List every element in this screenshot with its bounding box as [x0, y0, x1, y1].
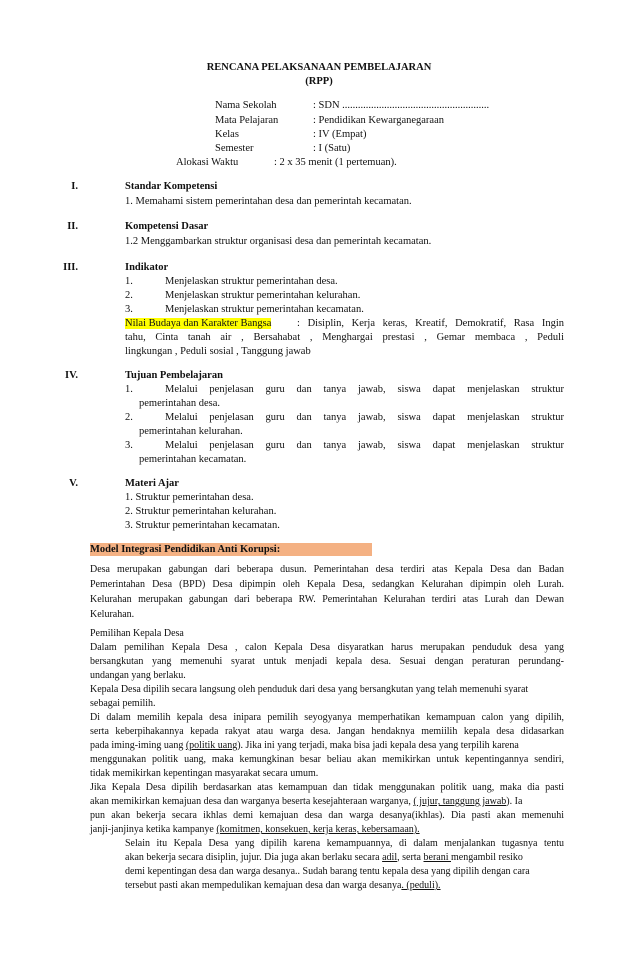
- list-number: 1.: [125, 384, 133, 395]
- underlined-text: adil: [382, 852, 398, 863]
- list-item: 2. Struktur pemerintahan kelurahan.: [125, 506, 277, 517]
- paragraph-line: demi kepentingan desa dan warga desanya.. Sudah barang tentu kepala desa yang dipilih dengan cara: [125, 866, 530, 877]
- list-item-cont: pemerintahan kecamatan.: [139, 454, 247, 465]
- text-span: akan bekerja secara disiplin, jujur. Dia juga akan berlaku secara: [125, 852, 383, 863]
- text-span: pada iming-iming uang: [90, 740, 186, 751]
- section-number: I.: [71, 181, 78, 192]
- paragraph-line: serta keberpihakannya kepada rakyat atau warga desa. Jangan hendaknya memiilih kepala desa didasarkan: [90, 726, 564, 737]
- paragraph-line: Kelurahan merupakan gabungan dari beberapa RW. Pemerintahan Kelurahan terdiri atas Lurah dan Dewan: [90, 594, 564, 605]
- paragraph-line: [125, 852, 564, 863]
- section-heading: Standar Kompetensi: [125, 181, 218, 192]
- text-span: tersebut pasti akan mempedulikan kemajuan desa dan warga desanya: [125, 880, 402, 891]
- paragraph-line: [90, 824, 564, 835]
- info-label-subject: Mata Pelajaran: [215, 115, 279, 126]
- section-number: III.: [63, 262, 78, 273]
- info-value-school: : SDN ........................................................: [313, 100, 490, 111]
- list-item: Melalui penjelasan guru dan tanya jawab, siswa dapat menjelaskan struktur: [165, 412, 564, 423]
- list-item: Menjelaskan struktur pemerintahan kelurahan.: [165, 290, 361, 301]
- section-number: IV.: [65, 370, 78, 381]
- underlined-text: ( jujur, tanggung jawab: [413, 796, 507, 807]
- info-value-subject: : Pendidikan Kewarganegaraan: [313, 115, 445, 126]
- nilai-budaya-label: Nilai Budaya dan Karakter Bangsa: [125, 318, 272, 329]
- list-number: 3.: [125, 440, 133, 451]
- text-span: mengambil resiko: [451, 852, 523, 863]
- list-item: Melalui penjelasan guru dan tanya jawab, siswa dapat menjelaskan struktur: [165, 384, 564, 395]
- paragraph-line: [90, 740, 564, 751]
- nilai-budaya-text: tahu, Cinta tanah air , Bersahabat , Menghargai prestasi , Gemar membaca , Peduli: [125, 332, 564, 343]
- section-number: V.: [69, 478, 78, 489]
- info-label-time: Alokasi Waktu: [176, 157, 239, 168]
- section-heading: Tujuan Pembelajaran: [125, 370, 223, 381]
- list-item: 1. Memahami sistem pemerintahan desa dan pemerintah kecamatan.: [125, 196, 412, 207]
- paragraph-line: undangan yang berlaku.: [90, 670, 186, 681]
- list-item-cont: pemerintahan kelurahan.: [139, 426, 243, 437]
- list-item: Menjelaskan struktur pemerintahan desa.: [165, 276, 338, 287]
- info-label-semester: Semester: [215, 143, 254, 154]
- list-number: 1.: [125, 276, 133, 287]
- nilai-budaya-text: lingkungan , Peduli sosial , Tanggung jawab: [125, 346, 311, 357]
- info-value-semester: : I (Satu): [313, 143, 351, 154]
- paragraph-line: Dalam pemilihan Kepala Desa , calon Kepala Desa disyaratkan harus merupakan penduduk desa yang: [90, 642, 564, 653]
- paragraph-line: bersangkutan yang memenuhi syarat untuk menjadi kepala desa. Sesuai dengan peraturan perundang-: [90, 656, 564, 667]
- text-span: ). Jika ini yang terjadi, maka bisa jadi kepala desa yang terpilih karena: [237, 740, 519, 751]
- paragraph-line: Kelurahan.: [90, 609, 135, 620]
- list-item: 1.2 Menggambarkan struktur organisasi desa dan pemerintah kecamatan.: [125, 236, 432, 247]
- section-heading: Indikator: [125, 262, 169, 273]
- section-heading: Materi Ajar: [125, 478, 179, 489]
- paragraph-line: Kepala Desa dipilih secara langsung oleh penduduk dari desa yang bersangkutan yang telah memenuhi syarat: [90, 684, 529, 695]
- paragraph-line: Pemerintahan Desa (BPD) Desa dipimpin oleh Kepala Desa, sedangkan Kelurahan dipimpin oleh Lurah.: [90, 579, 564, 590]
- info-value-time: : 2 x 35 menit (1 pertemuan).: [274, 157, 397, 168]
- paragraph-line: tidak memikirkan kepentingan masyarakat secara umum.: [90, 768, 319, 779]
- paragraph-line: pun akan bekerja secara ikhlas demi kemajuan desa dan warga desanya(ikhlas). Dia pasti akan memenuhi: [90, 810, 564, 821]
- underlined-text: (komitmen, konsekuen, kerja keras, kebersamaan).: [216, 824, 420, 835]
- list-item: 3. Struktur pemerintahan kecamatan.: [125, 520, 280, 531]
- section-number: II.: [67, 221, 78, 232]
- paragraph-line: Desa merupakan gabungan dari beberapa dusun. Pemerintahan desa terdiri atas Kepala Desa dan Badan: [90, 564, 564, 575]
- doc-title-abbrev: (RPP): [305, 76, 333, 87]
- list-item: 1. Struktur pemerintahan desa.: [125, 492, 254, 503]
- model-heading: Model Integrasi Pendidikan Anti Korupsi:: [90, 543, 372, 556]
- subheading: Pemilihan Kepala Desa: [90, 628, 184, 639]
- list-number: 2.: [125, 290, 133, 301]
- paragraph-line: sebagai pemilih.: [90, 698, 156, 709]
- text-span: ). Ia: [506, 796, 523, 807]
- underlined-text: . (peduli).: [401, 880, 441, 891]
- info-label-class: Kelas: [215, 129, 239, 140]
- underlined-text: (politik uang: [185, 740, 238, 751]
- doc-title: RENCANA PELAKSANAAN PEMBELAJARAN: [206, 62, 432, 73]
- paragraph-line: menggunakan politik uang, maka kemungkinan besar beliau akan memikirkan untuk kepentingannya sendiri,: [90, 754, 564, 765]
- list-number: 3.: [125, 304, 133, 315]
- list-number: 2.: [125, 412, 133, 423]
- nilai-budaya-text: : Disiplin, Kerja keras, Kreatif, Demokratif, Rasa Ingin: [297, 318, 564, 329]
- text-span: janji-janjinya ketika kampanye: [90, 824, 217, 835]
- list-item: Melalui penjelasan guru dan tanya jawab, siswa dapat menjelaskan struktur: [165, 440, 564, 451]
- info-value-class: : IV (Empat): [313, 129, 367, 140]
- paragraph-line: Di dalam memilih kepala desa inipara pemilih seyogyanya memperhatikan kemampuan calon yang dipilih,: [90, 712, 564, 723]
- info-label-school: Nama Sekolah: [215, 100, 277, 111]
- paragraph-line: Selain itu Kepala Desa yang dipilih karena kemampuannya, di dalam menjalankan tugasnya tentu: [125, 838, 564, 849]
- list-item-cont: pemerintahan desa.: [139, 398, 221, 409]
- underlined-text: berani: [423, 852, 451, 863]
- paragraph-line: Jika Kepala Desa dipilih berdasarkan atas kemampuan dan tidak menggunakan politik uang, maka dia pasti: [90, 782, 564, 793]
- paragraph-line: [125, 880, 564, 891]
- paragraph-line: [90, 796, 564, 807]
- section-heading: Kompetensi Dasar: [125, 221, 209, 232]
- text-span: akan memikirkan kemajuan desa dan warganya beserta kesejahteraan warganya,: [90, 796, 414, 807]
- text-span: , serta: [397, 852, 424, 863]
- list-item: Menjelaskan struktur pemerintahan kecamatan.: [165, 304, 364, 315]
